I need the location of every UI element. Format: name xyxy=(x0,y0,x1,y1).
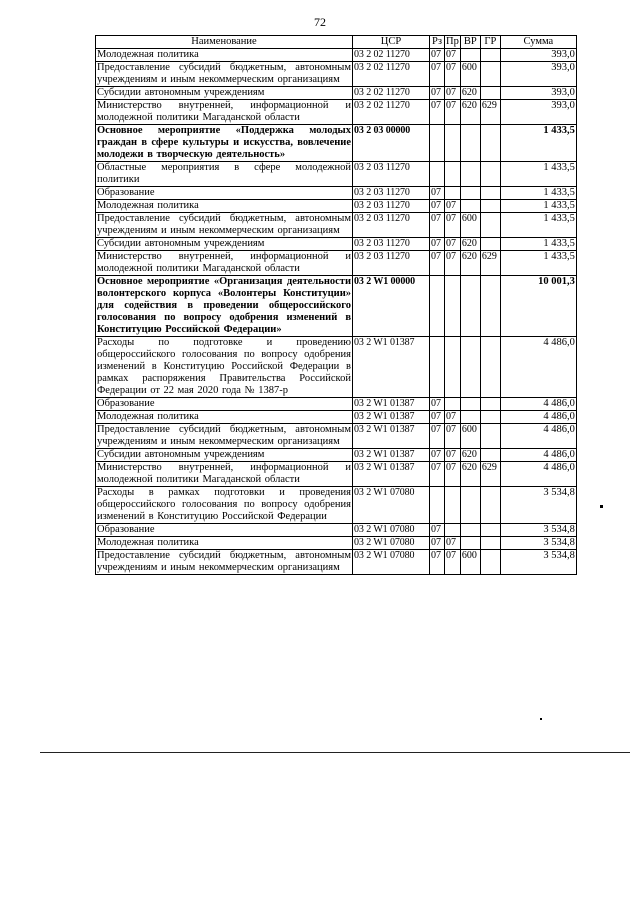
cell-sum: 3 534,8 xyxy=(500,524,576,537)
cell-gr: 629 xyxy=(480,462,500,487)
cell-name: Предоставление субсидий бюджетным, автономным учреждениям и иным некоммерческим организациям xyxy=(97,62,351,85)
table-row xyxy=(96,100,577,125)
table-row xyxy=(96,213,577,238)
cell-rz xyxy=(430,337,445,398)
cell-gr xyxy=(480,200,500,213)
cell-gr xyxy=(480,524,500,537)
cell-pr: 07 xyxy=(445,100,461,125)
table-row xyxy=(96,187,577,200)
cell-gr xyxy=(480,162,500,187)
table-row xyxy=(96,449,577,462)
cell-gr xyxy=(480,550,500,575)
table-row xyxy=(96,49,577,62)
table-row xyxy=(96,550,577,575)
cell-pr: 07 xyxy=(445,49,461,62)
cell-gr xyxy=(480,424,500,449)
table-row xyxy=(96,398,577,411)
table-header-row xyxy=(96,36,577,49)
cell-gr xyxy=(480,337,500,398)
cell-pr xyxy=(445,524,461,537)
cell-vr xyxy=(460,125,480,162)
cell-gr xyxy=(480,537,500,550)
cell-sum: 3 534,8 xyxy=(500,487,576,524)
cell-pr: 07 xyxy=(445,550,461,575)
cell-csr: 03 2 W1 01387 xyxy=(353,462,430,487)
cell-csr: 03 2 W1 01387 xyxy=(353,424,430,449)
cell-name: Молодежная политика xyxy=(96,411,353,424)
cell-sum: 393,0 xyxy=(500,62,576,87)
header-vr: ВР xyxy=(460,36,480,49)
scan-mark xyxy=(600,505,603,508)
cell-sum: 4 486,0 xyxy=(500,398,576,411)
table-row xyxy=(96,462,577,487)
cell-csr: 03 2 W1 01387 xyxy=(353,337,430,398)
cell-gr xyxy=(480,49,500,62)
cell-vr xyxy=(460,276,480,337)
cell-vr: 620 xyxy=(460,87,480,100)
cell-sum: 393,0 xyxy=(500,87,576,100)
cell-sum: 4 486,0 xyxy=(500,462,576,487)
cell-rz: 07 xyxy=(430,187,445,200)
cell-rz xyxy=(430,162,445,187)
cell-csr: 03 2 W1 07080 xyxy=(353,524,430,537)
table-body xyxy=(96,49,577,575)
cell-vr xyxy=(460,187,480,200)
page-number: 72 xyxy=(314,15,326,29)
cell-sum: 1 433,5 xyxy=(500,125,576,162)
cell-gr xyxy=(480,411,500,424)
cell-csr: 03 2 W1 01387 xyxy=(353,411,430,424)
cell-csr: 03 2 03 00000 xyxy=(353,125,430,162)
cell-csr: 03 2 W1 00000 xyxy=(353,276,430,337)
cell-pr xyxy=(445,276,461,337)
cell-sum: 1 433,5 xyxy=(500,251,576,276)
cell-pr: 07 xyxy=(445,200,461,213)
cell-name: Предоставление субсидий бюджетным, автономным учреждениям и иным некоммерческим организациям xyxy=(97,424,351,447)
cell-name: Областные мероприятия в сфере молодежной политики xyxy=(97,162,351,185)
cell-vr: 600 xyxy=(460,550,480,575)
cell-rz: 07 xyxy=(430,398,445,411)
cell-name: Молодежная политика xyxy=(96,49,353,62)
cell-gr xyxy=(480,87,500,100)
table-row xyxy=(96,87,577,100)
header-name: Наименование xyxy=(96,36,353,49)
header-csr: ЦСР xyxy=(353,36,430,49)
cell-vr xyxy=(460,537,480,550)
cell-gr: 629 xyxy=(480,251,500,276)
cell-rz xyxy=(430,125,445,162)
cell-vr xyxy=(460,524,480,537)
cell-rz: 07 xyxy=(430,213,445,238)
cell-name: Молодежная политика xyxy=(96,537,353,550)
cell-rz xyxy=(430,276,445,337)
cell-vr xyxy=(460,337,480,398)
cell-rz xyxy=(430,487,445,524)
cell-name: Субсидии автономным учреждениям xyxy=(96,238,353,251)
cell-csr: 03 2 W1 07080 xyxy=(353,537,430,550)
header-gr: ГР xyxy=(480,36,500,49)
cell-vr xyxy=(460,162,480,187)
table-row xyxy=(96,125,577,162)
cell-vr: 600 xyxy=(460,62,480,87)
cell-rz: 07 xyxy=(430,524,445,537)
cell-vr: 620 xyxy=(460,100,480,125)
cell-gr xyxy=(480,125,500,162)
table-row xyxy=(96,411,577,424)
cell-vr xyxy=(460,411,480,424)
cell-csr: 03 2 02 11270 xyxy=(353,87,430,100)
cell-name: Министерство внутренней, информационной и молодежной политики Магаданской области xyxy=(97,100,351,123)
cell-name: Предоставление субсидий бюджетным, автономным учреждениям и иным некоммерческим организациям xyxy=(97,213,351,236)
cell-pr: 07 xyxy=(445,213,461,238)
cell-pr: 07 xyxy=(445,251,461,276)
cell-csr: 03 2 02 11270 xyxy=(353,49,430,62)
table-row xyxy=(96,200,577,213)
cell-rz: 07 xyxy=(430,550,445,575)
table-row xyxy=(96,276,577,337)
cell-sum: 1 433,5 xyxy=(500,162,576,187)
cell-rz: 07 xyxy=(430,251,445,276)
table-row xyxy=(96,537,577,550)
cell-rz: 07 xyxy=(430,424,445,449)
cell-sum: 10 001,3 xyxy=(500,276,576,337)
cell-rz: 07 xyxy=(430,200,445,213)
cell-rz: 07 xyxy=(430,100,445,125)
cell-name: Основное мероприятие «Организация деятельности волонтерского корпуса «Волонтеры Конституции» для содействия в проведении общероссийского голосования по вопросу одобрения изменений в Конституцию Российской Федерации» xyxy=(97,276,351,335)
cell-pr xyxy=(445,162,461,187)
cell-csr: 03 2 03 11270 xyxy=(353,187,430,200)
cell-rz: 07 xyxy=(430,87,445,100)
cell-gr xyxy=(480,276,500,337)
cell-pr: 07 xyxy=(445,411,461,424)
table-row xyxy=(96,487,577,524)
cell-name: Молодежная политика xyxy=(96,200,353,213)
cell-rz: 07 xyxy=(430,449,445,462)
cell-pr: 07 xyxy=(445,62,461,87)
budget-table xyxy=(95,35,577,575)
cell-rz: 07 xyxy=(430,411,445,424)
cell-csr: 03 2 W1 07080 xyxy=(353,487,430,524)
cell-sum: 393,0 xyxy=(500,100,576,125)
cell-name: Образование xyxy=(96,524,353,537)
cell-name: Образование xyxy=(96,187,353,200)
header-pr: Пр xyxy=(446,36,459,47)
cell-vr: 600 xyxy=(460,213,480,238)
cell-name: Расходы в рамках подготовки и проведения общероссийского голосования по вопросу одобрения изменений в Конституцию Российской Федерации xyxy=(97,487,351,522)
cell-gr xyxy=(480,238,500,251)
cell-rz: 07 xyxy=(430,462,445,487)
cell-pr xyxy=(445,187,461,200)
cell-rz: 07 xyxy=(430,49,445,62)
cell-pr: 07 xyxy=(445,537,461,550)
cell-pr: 07 xyxy=(445,87,461,100)
cell-gr: 629 xyxy=(480,100,500,125)
cell-sum: 3 534,8 xyxy=(500,537,576,550)
cell-pr: 07 xyxy=(445,238,461,251)
cell-sum: 393,0 xyxy=(500,49,576,62)
table-row xyxy=(96,238,577,251)
cell-csr: 03 2 02 11270 xyxy=(353,100,430,125)
page-divider xyxy=(40,752,630,753)
cell-name: Предоставление субсидий бюджетным, автономным учреждениям и иным некоммерческим организациям xyxy=(97,550,351,573)
cell-sum: 1 433,5 xyxy=(500,187,576,200)
cell-pr: 07 xyxy=(445,424,461,449)
cell-pr xyxy=(445,398,461,411)
cell-sum: 4 486,0 xyxy=(500,411,576,424)
cell-csr: 03 2 03 11270 xyxy=(353,251,430,276)
cell-vr: 600 xyxy=(460,424,480,449)
cell-name: Министерство внутренней, информационной и молодежной политики Магаданской области xyxy=(97,462,351,485)
table-row xyxy=(96,162,577,187)
table-row xyxy=(96,524,577,537)
cell-sum: 3 534,8 xyxy=(500,550,576,575)
cell-csr: 03 2 W1 01387 xyxy=(353,449,430,462)
header-sum: Сумма xyxy=(500,36,576,49)
table-row xyxy=(96,62,577,87)
cell-vr: 620 xyxy=(460,462,480,487)
table-row xyxy=(96,337,577,398)
cell-pr xyxy=(445,125,461,162)
cell-gr xyxy=(480,187,500,200)
cell-csr: 03 2 03 11270 xyxy=(353,162,430,187)
cell-gr xyxy=(480,213,500,238)
header-rz: Рз xyxy=(430,36,445,49)
cell-rz: 07 xyxy=(430,238,445,251)
table-row xyxy=(96,251,577,276)
table-row xyxy=(96,424,577,449)
cell-sum: 1 433,5 xyxy=(500,200,576,213)
cell-gr xyxy=(480,62,500,87)
scan-mark xyxy=(540,718,542,720)
cell-gr xyxy=(480,487,500,524)
cell-csr: 03 2 03 11270 xyxy=(353,200,430,213)
cell-gr xyxy=(480,398,500,411)
cell-sum: 1 433,5 xyxy=(500,238,576,251)
cell-vr: 620 xyxy=(460,449,480,462)
cell-vr xyxy=(460,487,480,524)
cell-name: Субсидии автономным учреждениям xyxy=(96,449,353,462)
cell-pr: 07 xyxy=(445,462,461,487)
cell-gr xyxy=(480,449,500,462)
cell-csr: 03 2 02 11270 xyxy=(353,62,430,87)
cell-csr: 03 2 03 11270 xyxy=(353,238,430,251)
cell-sum: 4 486,0 xyxy=(500,424,576,449)
cell-vr xyxy=(460,49,480,62)
cell-name: Министерство внутренней, информационной и молодежной политики Магаданской области xyxy=(97,251,351,274)
cell-rz: 07 xyxy=(430,537,445,550)
cell-name: Образование xyxy=(96,398,353,411)
cell-name: Расходы по подготовке и проведению общероссийского голосования по вопросу одобрения изменений в Конституцию Российской Федерации в рамках распоряжения Правительства Российской Федерации от 22 мая 2020 года № 1387-р xyxy=(97,337,351,396)
cell-csr: 03 2 W1 01387 xyxy=(353,398,430,411)
cell-name: Основное мероприятие «Поддержка молодых граждан в сфере культуры и искусства, вовлечение молодежи в творческую деятельность» xyxy=(97,125,351,160)
cell-sum: 4 486,0 xyxy=(500,449,576,462)
cell-csr: 03 2 03 11270 xyxy=(353,213,430,238)
cell-sum: 4 486,0 xyxy=(500,337,576,398)
cell-name: Субсидии автономным учреждениям xyxy=(96,87,353,100)
cell-vr: 620 xyxy=(460,238,480,251)
cell-vr xyxy=(460,200,480,213)
cell-pr xyxy=(445,487,461,524)
cell-pr: 07 xyxy=(445,449,461,462)
cell-rz: 07 xyxy=(430,62,445,87)
cell-vr xyxy=(460,398,480,411)
cell-csr: 03 2 W1 07080 xyxy=(353,550,430,575)
cell-sum: 1 433,5 xyxy=(500,213,576,238)
cell-vr: 620 xyxy=(460,251,480,276)
cell-pr xyxy=(445,337,461,398)
